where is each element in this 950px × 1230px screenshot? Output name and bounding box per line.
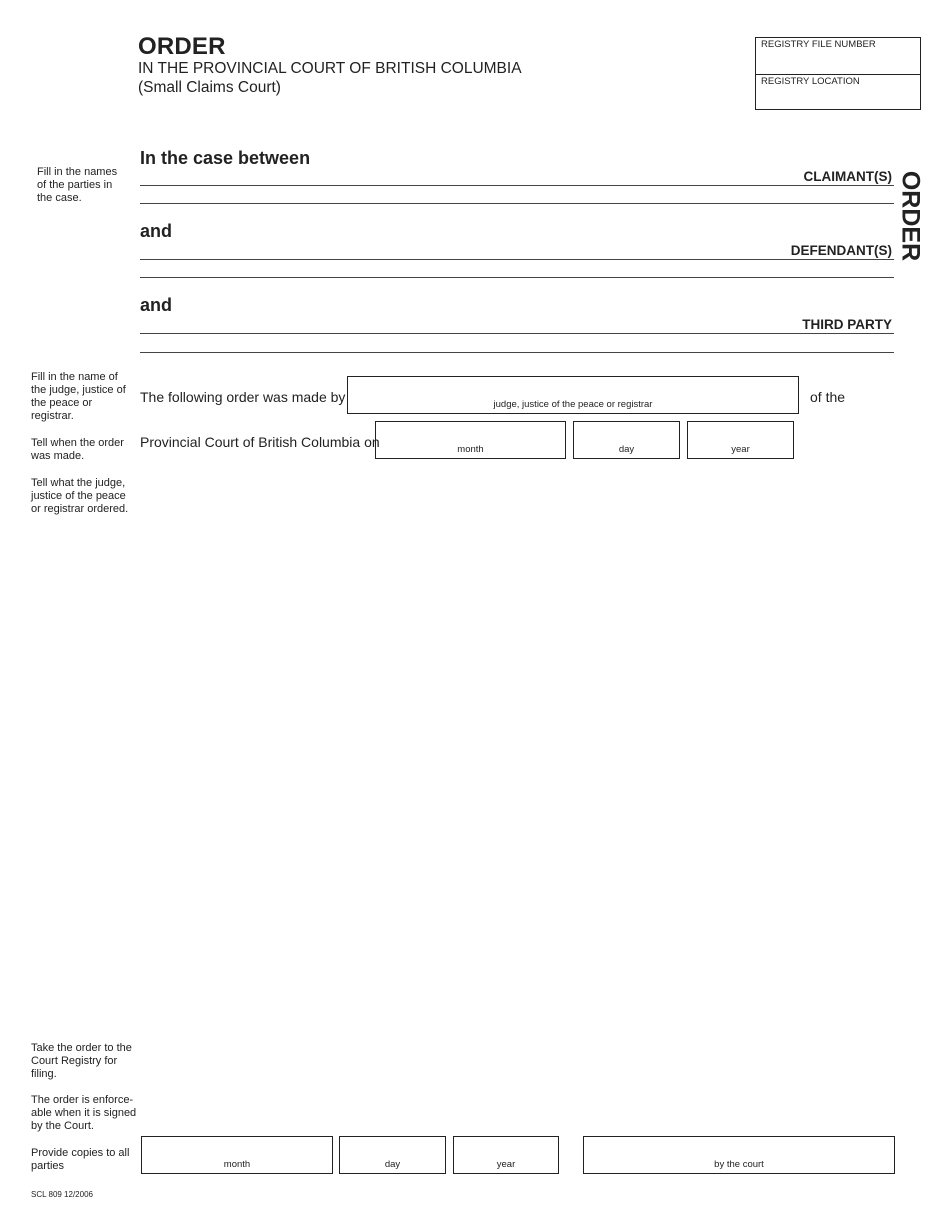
order-month-field[interactable]: [375, 421, 566, 459]
and-heading-2: and: [140, 295, 173, 315]
claimant-label: CLAIMANT(S): [803, 169, 892, 184]
claimant-line-2[interactable]: [140, 203, 894, 204]
vertical-order-title: [895, 168, 925, 263]
vertical-order-text: ORDER: [896, 170, 925, 261]
form-title: ORDER: [138, 33, 226, 60]
third-party-line-2[interactable]: [140, 352, 894, 353]
registry-file-number-label: REGISTRY FILE NUMBER: [761, 39, 876, 50]
order-day-caption: day: [618, 444, 635, 455]
case-between-heading: In the case between: [140, 148, 311, 168]
instruction-copies: Provide copies to all parties: [31, 1147, 130, 1172]
signed-year-caption: year: [496, 1159, 516, 1170]
of-the-text: of the: [810, 389, 846, 405]
third-party-line-1[interactable]: [140, 333, 894, 334]
signed-month-field[interactable]: [141, 1136, 333, 1174]
and-heading-1: and: [140, 221, 173, 241]
court-name: IN THE PROVINCIAL COURT OF BRITISH COLUMBIA: [138, 60, 522, 77]
order-day-field[interactable]: [573, 421, 680, 459]
signed-day-field[interactable]: [339, 1136, 446, 1174]
instruction-judge: Fill in the name of the judge, justice of the peace or registrar.: [31, 371, 126, 422]
defendant-line-2[interactable]: [140, 277, 894, 278]
provincial-court-on-text: Provincial Court of British Columbia on: [140, 434, 380, 450]
instruction-enforceable: The order is enforce- able when it is signed by the Court.: [31, 1094, 137, 1132]
registry-divider: [756, 74, 920, 75]
order-body-area[interactable]: [140, 475, 894, 1035]
claimant-line-1[interactable]: [140, 185, 894, 186]
instruction-parties: Fill in the names of the parties in the case.: [37, 166, 118, 204]
defendant-label: DEFENDANT(S): [790, 243, 892, 258]
signed-year-field[interactable]: [453, 1136, 559, 1174]
order-made-by-text: The following order was made by: [140, 389, 346, 405]
form-code: SCL 809 12/2006: [31, 1190, 93, 1199]
registry-box: [755, 37, 921, 110]
judge-name-caption: judge, justice of the peace or registrar: [493, 399, 653, 410]
court-signature-caption: by the court: [714, 1159, 764, 1170]
order-year-caption: year: [731, 444, 750, 455]
judge-name-field[interactable]: [347, 376, 799, 414]
signed-day-caption: day: [384, 1159, 401, 1170]
order-month-caption: month: [457, 444, 484, 455]
third-party-label: THIRD PARTY: [802, 317, 892, 332]
registry-location-label: REGISTRY LOCATION: [761, 76, 860, 87]
court-subtitle: (Small Claims Court): [138, 79, 281, 96]
order-year-field[interactable]: [687, 421, 794, 459]
court-signature-field[interactable]: [583, 1136, 895, 1174]
instruction-what: Tell what the judge, justice of the peace or registrar ordered.: [31, 477, 129, 515]
instruction-when: Tell when the order was made.: [31, 437, 124, 462]
signed-month-caption: month: [223, 1159, 251, 1170]
defendant-line-1[interactable]: [140, 259, 894, 260]
instruction-registry: Take the order to the Court Registry for filing.: [31, 1042, 132, 1080]
